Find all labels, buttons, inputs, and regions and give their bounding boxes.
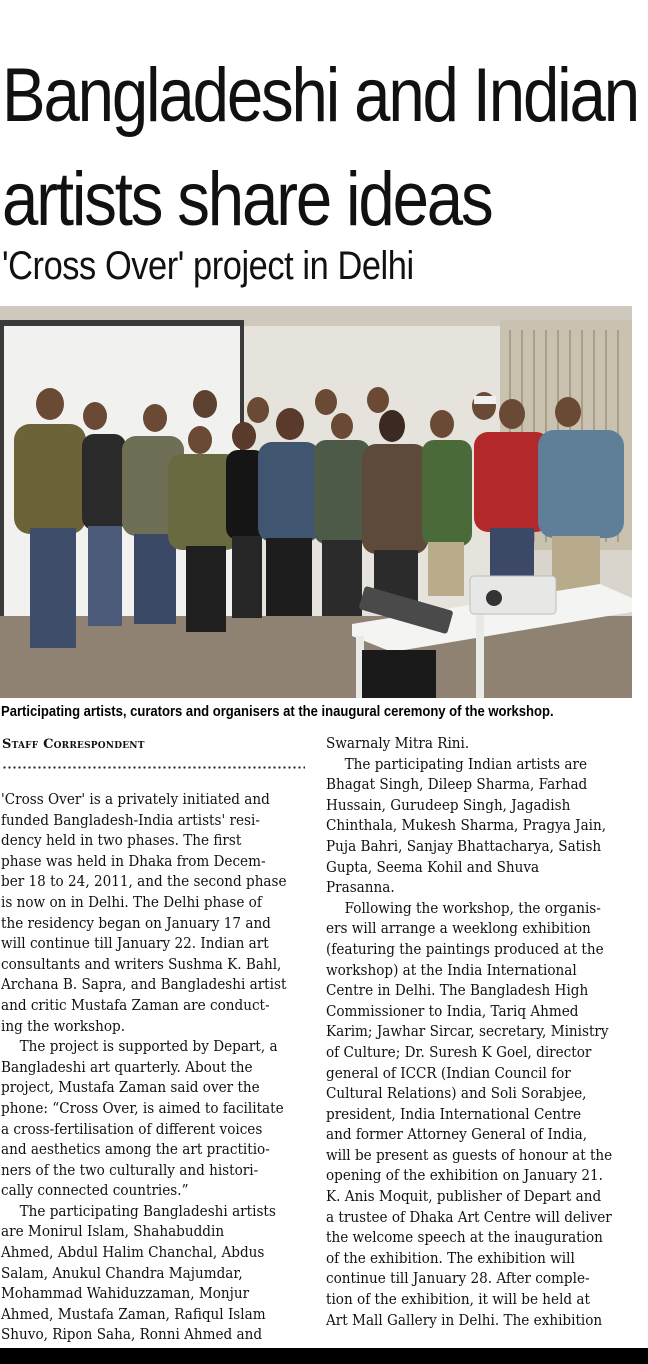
paragraph: 'Cross Over' is a privately initiated and funded Bangladesh-India artists' resi- dency held in two phases. The first phase was held in Dhaka from Decem- ber 18 to 24, 2011, and the second phase is now on in Delhi. The Delhi phase of the residency began on January 17 and will continue till January 22. Indian art consultants and writers Sushma K. Bahl, Archana B. Sapra, and Bangladeshi artist and critic Mustafa Zaman are conduct- ing the workshop.: [1, 791, 287, 1035]
headline: [2, 44, 638, 252]
bottom-black-bar: [0, 1348, 648, 1364]
article-column-1: [1, 790, 304, 1346]
paragraph: Swarnaly Mitra Rini.: [326, 735, 470, 752]
paragraph: Following the workshop, the organis- ers will arrange a weeklong exhibition (featuring the paintings produced at the workshop) at the India International Centre in Delhi. The Bangladesh High Commissioner to India, Tariq Ahmed Karim; Jawhar Sircar, secretary, Ministry of Culture; Dr. Suresh K Goel, director general of ICCR (Indian Council for Cultural Relations) and Soli Sorabjee, president, India International Centre and former Attorney General of India, will be present as guests of honour at the opening of the exhibition on January 21. K. Anis Moquit, publisher of Depart and a trustee of Dhaka Art Centre will deliver the welcome speech at the inauguration of the exhibition. The exhibition will continue till January 28. After comple- tion of the exhibition, it will be held at Art Mall Gallery in Delhi. The exhibition: [326, 899, 613, 1329]
byline-dotted-rule: [2, 766, 305, 769]
subheadline: 'Cross Over' project in Delhi: [2, 244, 414, 288]
headline-line-1: Bangladeshi and Indian: [2, 53, 638, 138]
byline: Staff Correspondent: [2, 737, 145, 752]
group-photo: [0, 306, 632, 698]
article-column-2: [326, 734, 644, 1331]
headline-line-2: artists share ideas: [2, 157, 492, 242]
paragraph: The participating Bangladeshi artists are Monirul Islam, Shahabuddin Ahmed, Abdul Halim Chanchal, Abdus Salam, Anukul Chandra Majumdar, Mohammad Wahiduzzaman, Monjur Ahmed, Mustafa Zaman, Rafiqul Islam Shuvo, Ripon Saha, Ronni Ahmed and: [1, 1202, 276, 1344]
paragraph: The project is supported by Depart, a Bangladeshi art quarterly. About the project, Mustafa Zaman said over the phone: “Cross Over, is aimed to facilitate a cross-fertilisation of different voices and aesthetics among the art practitio- ners of the two culturally and histori- cally connected countries.”: [1, 1038, 284, 1200]
paragraph: The participating Indian artists are Bhagat Singh, Dileep Sharma, Farhad Hussain, Gurudeep Singh, Jagadish Chinthala, Mukesh Sharma, Pragya Jain, Puja Bahri, Sanjay Bhattacharya, Satish Gupta, Seema Kohil and Shuva Prasanna.: [326, 755, 607, 897]
group-photo-illustration: [0, 306, 632, 698]
photo-caption: Participating artists, curators and organisers at the inaugural ceremony of the workshop.: [1, 703, 554, 720]
